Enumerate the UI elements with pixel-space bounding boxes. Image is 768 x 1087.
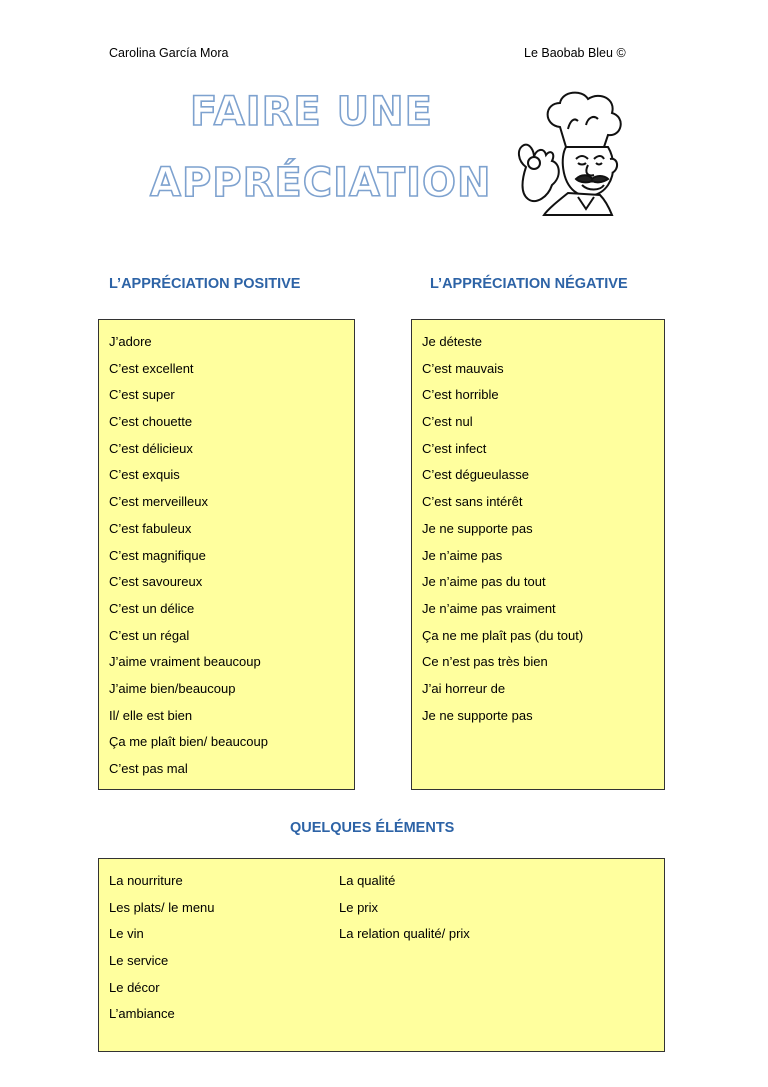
positive-heading: L’APPRÉCIATION POSITIVE bbox=[109, 276, 301, 292]
elements-box bbox=[98, 858, 665, 1052]
list-item: C’est pas mal bbox=[109, 761, 188, 776]
list-item: J’aime vraiment beaucoup bbox=[109, 654, 261, 670]
list-item: Je n’aime pas vraiment bbox=[422, 600, 556, 616]
list-item: La qualité bbox=[339, 873, 396, 888]
list-item: Ça ne me plaît pas (du tout) bbox=[422, 627, 584, 643]
list-item: C’est super bbox=[109, 387, 175, 403]
list-item: Le service bbox=[109, 953, 169, 969]
list-item: C’est horrible bbox=[422, 387, 499, 403]
list-item: C’est fabuleux bbox=[109, 520, 192, 536]
list-item: La relation qualité/ prix bbox=[339, 926, 470, 942]
list-item: Je ne supporte pas bbox=[422, 707, 533, 723]
list-item: Je déteste bbox=[422, 334, 482, 349]
list-item: Je n’aime pas bbox=[422, 547, 503, 563]
list-item: Les plats/ le menu bbox=[109, 899, 215, 915]
publisher-name: Le Baobab Bleu © bbox=[524, 46, 626, 60]
elements-heading: QUELQUES ÉLÉMENTS bbox=[290, 820, 455, 836]
chef-icon bbox=[508, 85, 638, 217]
list-item: L’ambiance bbox=[109, 1006, 175, 1022]
elements-list-column-1 bbox=[109, 871, 215, 1031]
list-item: C’est nul bbox=[422, 414, 473, 430]
negative-box bbox=[411, 319, 665, 790]
positive-list bbox=[109, 332, 268, 786]
list-item: C’est chouette bbox=[109, 414, 193, 430]
list-item: C’est un délice bbox=[109, 600, 195, 616]
list-item: C’est sans intérêt bbox=[422, 494, 523, 510]
list-item: C’est délicieux bbox=[109, 440, 193, 456]
list-item: La nourriture bbox=[109, 873, 183, 888]
author-name: Carolina García Mora bbox=[109, 46, 229, 60]
list-item: J’aime bien/beaucoup bbox=[109, 680, 236, 696]
list-item: Le prix bbox=[339, 899, 379, 915]
list-item: C’est merveilleux bbox=[109, 494, 208, 510]
list-item: C’est excellent bbox=[109, 360, 194, 376]
list-item: Le décor bbox=[109, 979, 160, 995]
list-item: Il/ elle est bien bbox=[109, 707, 193, 723]
page-title-line-2: APPRÉCIATION bbox=[150, 160, 492, 206]
list-item: C’est exquis bbox=[109, 467, 180, 483]
elements-list-column-2 bbox=[339, 871, 470, 951]
negative-heading: L’APPRÉCIATION NÉGATIVE bbox=[430, 276, 628, 292]
list-item: Je ne supporte pas bbox=[422, 520, 533, 536]
list-item: C’est magnifique bbox=[109, 547, 206, 563]
negative-list bbox=[422, 332, 583, 732]
list-item: Ce n’est pas très bien bbox=[422, 654, 548, 670]
list-item: J’ai horreur de bbox=[422, 680, 506, 696]
list-item: C’est infect bbox=[422, 440, 487, 456]
list-item: Le vin bbox=[109, 926, 144, 942]
list-item: J’adore bbox=[109, 334, 152, 349]
list-item: C’est mauvais bbox=[422, 360, 504, 376]
list-item: C’est dégueulasse bbox=[422, 467, 529, 483]
list-item: C’est savoureux bbox=[109, 574, 203, 590]
list-item: Ça me plaît bien/ beaucoup bbox=[109, 734, 268, 750]
page-title-line-1: FAIRE UNE bbox=[190, 89, 433, 135]
positive-box bbox=[98, 319, 355, 790]
list-item: C’est un régal bbox=[109, 627, 190, 643]
list-item: Je n’aime pas du tout bbox=[422, 574, 546, 590]
